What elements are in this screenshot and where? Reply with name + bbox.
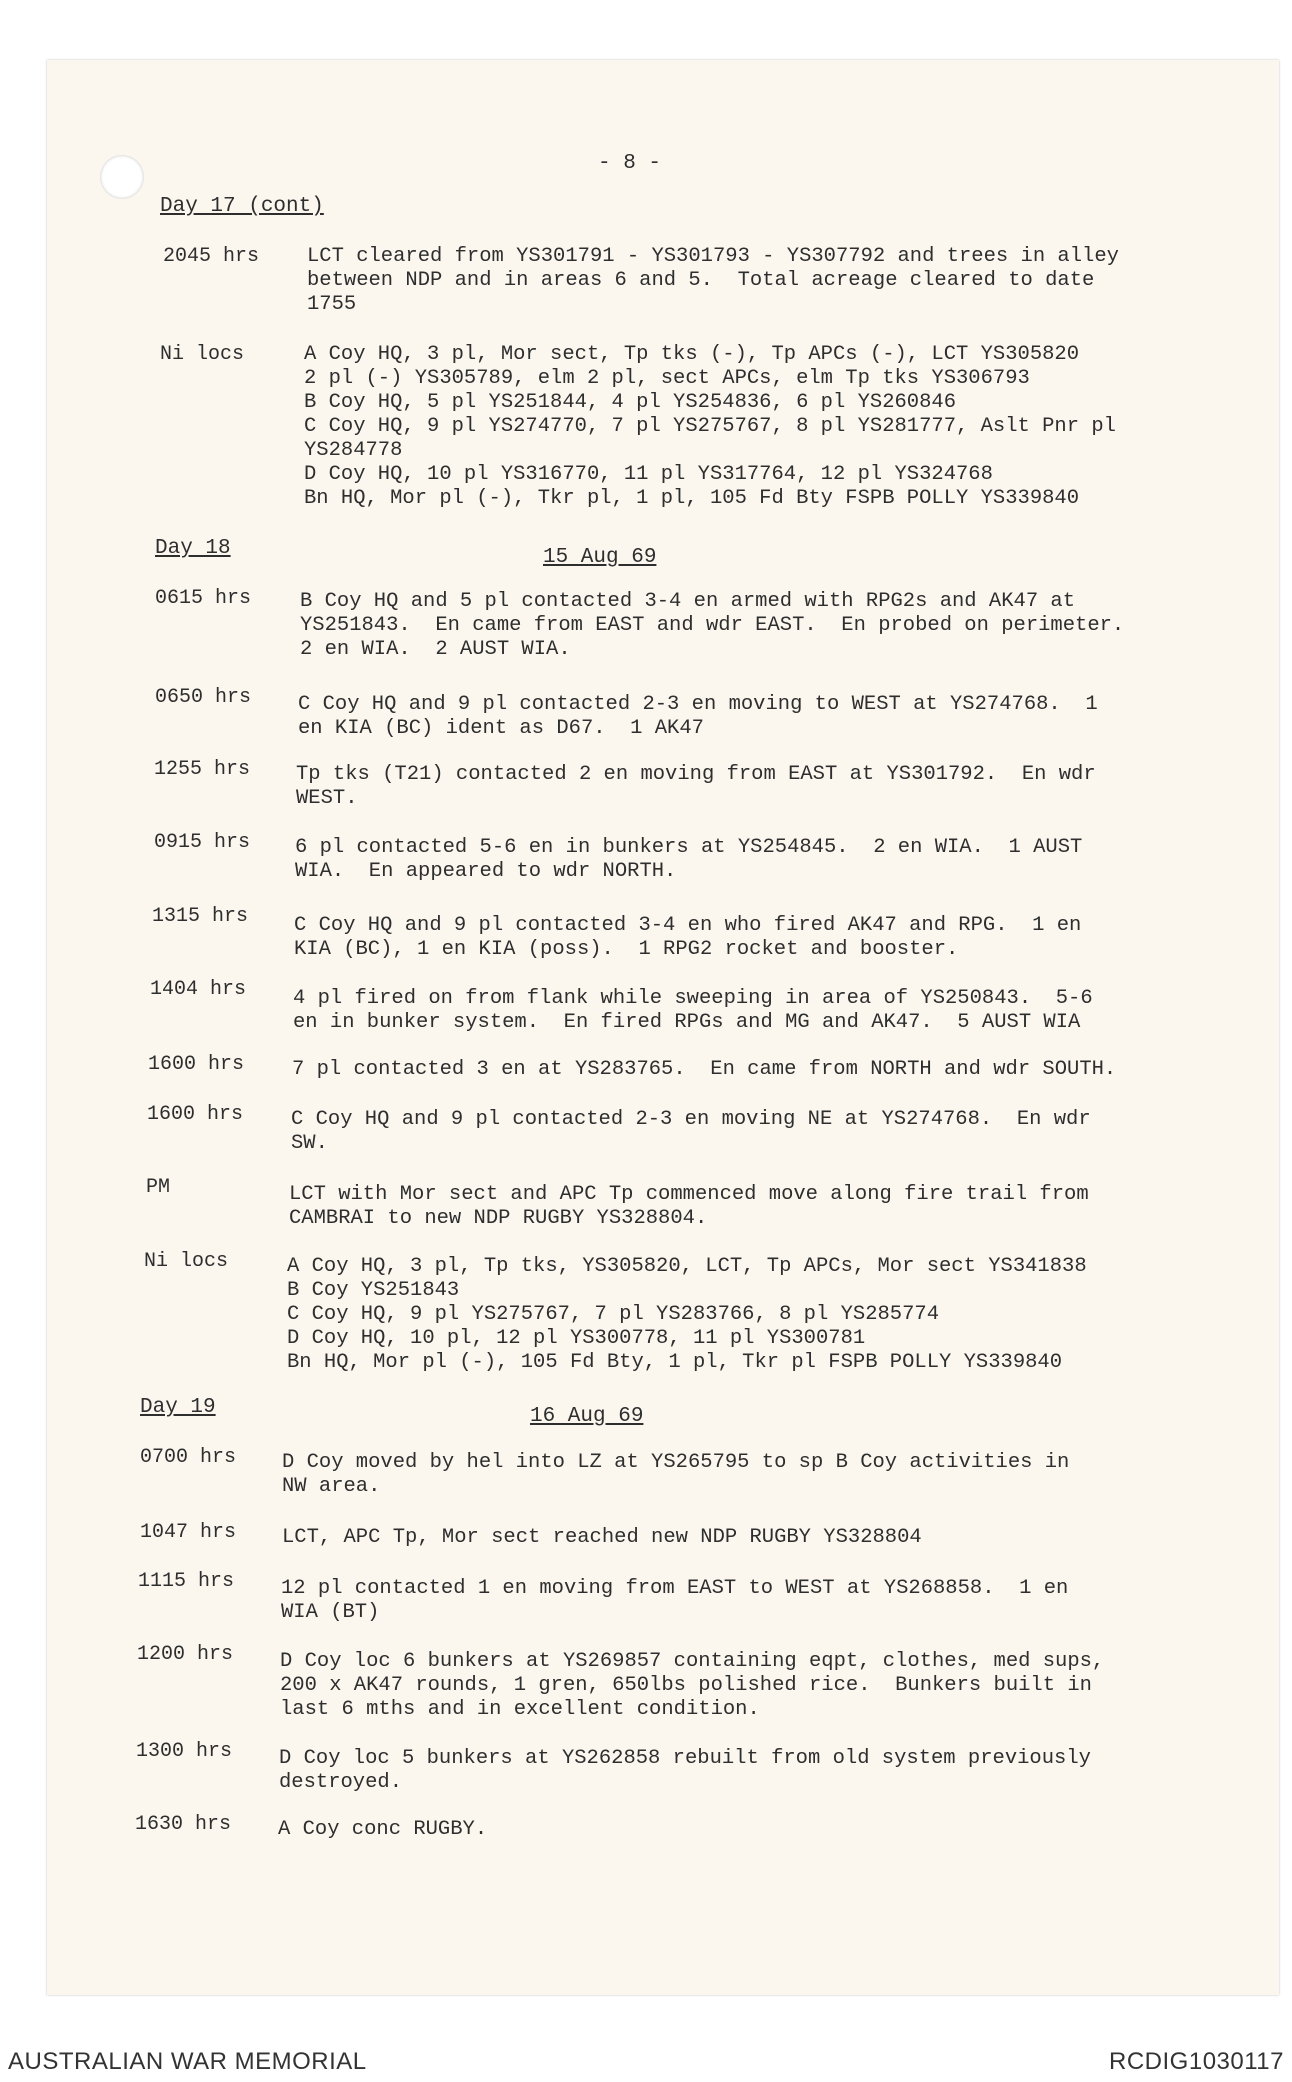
entry-time: 0615 hrs — [155, 587, 252, 610]
entry-text: Tp tks (T21) contacted 2 en moving from EAST at YS301792. En wdr WEST. — [296, 763, 1096, 810]
entry-time: 0650 hrs — [155, 686, 252, 709]
entry-text: C Coy HQ and 9 pl contacted 2-3 en moving NE at YS274768. En wdr SW. — [291, 1108, 1091, 1155]
entry-time: Ni locs — [144, 1250, 229, 1273]
entry-time: 1630 hrs — [135, 1813, 232, 1836]
day-heading: Day 19 — [140, 1396, 216, 1419]
entry-text: D Coy loc 6 bunkers at YS269857 containing eqpt, clothes, med sups, 200 x AK47 rounds, 1 gren, 650lbs polished rice. Bunkers built in last 6 mths and in excellent condition. — [280, 1650, 1105, 1721]
entry-time: 1600 hrs — [147, 1103, 244, 1126]
entry-text: 6 pl contacted 5-6 en in bunkers at YS254845. 2 en WIA. 1 AUST WIA. En appeared to wdr NORTH. — [295, 836, 1083, 883]
footer-archive-name: AUSTRALIAN WAR MEMORIAL — [8, 2048, 367, 2075]
entry-time: 0700 hrs — [140, 1446, 237, 1469]
entry-text: LCT with Mor sect and APC Tp commenced move along fire trail from CAMBRAI to new NDP RUGBY YS328804. — [289, 1183, 1089, 1230]
entry-time: 1255 hrs — [154, 758, 251, 781]
entry-text: D Coy loc 5 bunkers at YS262858 rebuilt from old system previously destroyed. — [279, 1747, 1091, 1794]
entry-time: 2045 hrs — [163, 245, 260, 268]
entry-text: LCT cleared from YS301791 - YS301793 - YS307792 and trees in alley between NDP and in areas 6 and 5. Total acreage cleared to date 1755 — [307, 245, 1119, 316]
entry-text: LCT, APC Tp, Mor sect reached new NDP RUGBY YS328804 — [282, 1526, 922, 1549]
entry-time: Ni locs — [160, 343, 245, 366]
entry-text: C Coy HQ and 9 pl contacted 2-3 en moving to WEST at YS274768. 1 en KIA (BC) ident as D67. 1 AK47 — [298, 693, 1098, 740]
entry-time: 0915 hrs — [154, 831, 251, 854]
entry-text: D Coy moved by hel into LZ at YS265795 to sp B Coy activities in NW area. — [282, 1451, 1070, 1498]
entry-text: A Coy HQ, 3 pl, Tp tks, YS305820, LCT, Tp APCs, Mor sect YS341838 B Coy YS251843 C Coy HQ, 9 pl YS275767, 7 pl YS283766, 8 pl YS285774 D Coy HQ, 10 pl, 12 pl YS300778, 11 pl YS300781 Bn HQ, Mor pl (-), 105 Fd Bty, 1 pl, Tkr pl FSPB POLLY YS339840 — [287, 1255, 1087, 1374]
entry-text: B Coy HQ and 5 pl contacted 3-4 en armed with RPG2s and AK47 at YS251843. En came from EAST and wdr EAST. En probed on perimeter. 2 en WIA. 2 AUST WIA. — [300, 590, 1125, 661]
entry-time: 1115 hrs — [138, 1570, 235, 1593]
entry-text: C Coy HQ and 9 pl contacted 3-4 en who fired AK47 and RPG. 1 en KIA (BC), 1 en KIA (poss). 1 RPG2 rocket and booster. — [294, 914, 1082, 961]
footer-document-id: RCDIG1030117 — [1109, 2048, 1284, 2075]
page-number: - 8 - — [598, 152, 662, 175]
day-heading: Day 17 (cont) — [160, 195, 324, 218]
day-heading: Day 18 — [155, 537, 231, 560]
entry-time: 1404 hrs — [150, 978, 247, 1001]
entry-time: 1600 hrs — [148, 1053, 245, 1076]
entry-time: 1300 hrs — [136, 1740, 233, 1763]
entry-text: 7 pl contacted 3 en at YS283765. En came from NORTH and wdr SOUTH. — [292, 1058, 1117, 1081]
entry-text: A Coy conc RUGBY. — [278, 1818, 488, 1841]
date-heading: 16 Aug 69 — [530, 1405, 644, 1428]
entry-time: 1047 hrs — [140, 1521, 237, 1544]
entry-text: A Coy HQ, 3 pl, Mor sect, Tp tks (-), Tp APCs (-), LCT YS305820 2 pl (-) YS305789, elm 2 pl, sect APCs, elm Tp tks YS306793 B Coy HQ, 5 pl YS251844, 4 pl YS254836, 6 pl YS260846 C Coy HQ, 9 pl YS274770, 7 pl YS275767, 8 pl YS281777, Aslt Pnr pl YS284778 D Coy HQ, 10 pl YS316770, 11 pl YS317764, 12 pl YS324768 Bn HQ, Mor pl (-), Tkr pl, 1 pl, 105 Fd Bty FSPB POLLY YS339840 — [304, 343, 1116, 510]
date-heading: 15 Aug 69 — [543, 546, 657, 569]
entry-time: 1200 hrs — [137, 1643, 234, 1666]
entry-text: 4 pl fired on from flank while sweeping in area of YS250843. 5-6 en in bunker system. En fired RPGs and MG and AK47. 5 AUST WIA — [293, 987, 1093, 1034]
entry-time: PM — [146, 1176, 171, 1199]
entry-time: 1315 hrs — [152, 905, 249, 928]
entry-text: 12 pl contacted 1 en moving from EAST to WEST at YS268858. 1 en WIA (BT) — [281, 1577, 1069, 1624]
punch-hole — [100, 155, 144, 199]
